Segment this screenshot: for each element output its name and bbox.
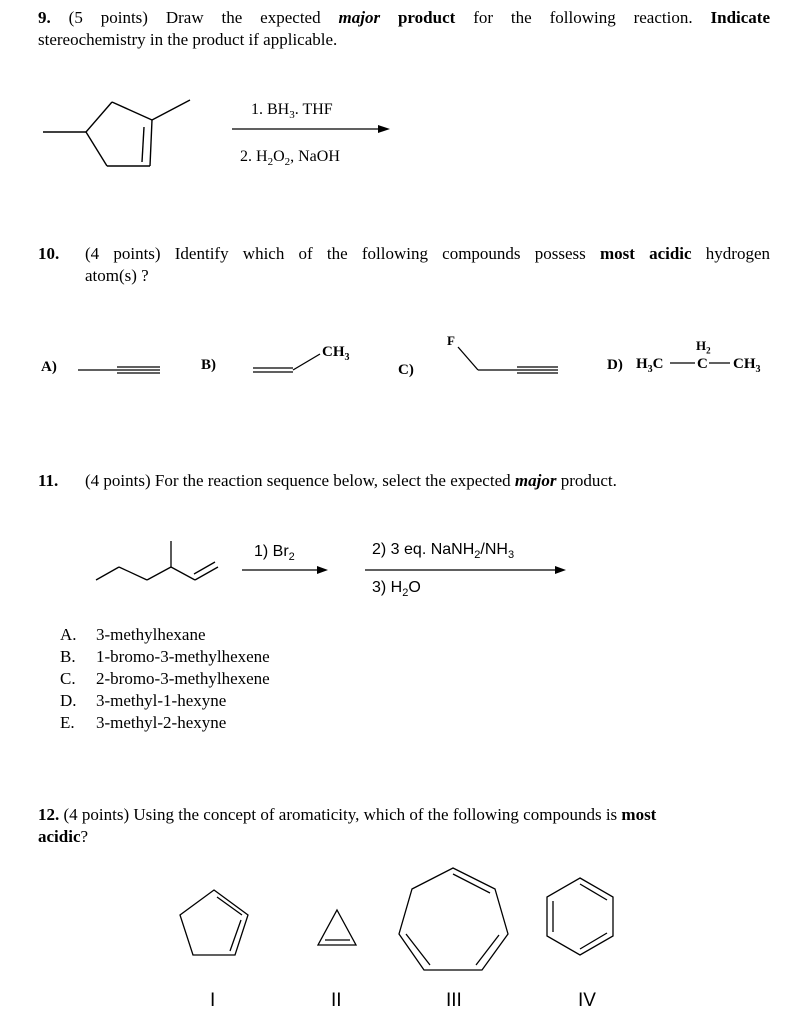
- q10-line2: atom(s) ?: [85, 266, 149, 285]
- q9-step1-part2: . THF: [294, 101, 333, 118]
- q9-product: product: [397, 8, 456, 27]
- q9-rest: for the following reaction.: [473, 8, 693, 27]
- q11-text-a: (4 points) For the reaction sequence below, select the expected: [85, 471, 511, 490]
- q11-number: 11.: [38, 471, 59, 490]
- q10-d-ch3-text: CH: [733, 356, 756, 372]
- q12-number: 12.: [38, 805, 60, 824]
- q12-label-iv: IV: [578, 990, 596, 1011]
- q11-option-d-text: 3-methyl-1-hexyne: [96, 691, 227, 710]
- q10-label-b: B): [201, 357, 216, 373]
- q9-line2: stereochemistry in the product if applicable.: [38, 30, 338, 49]
- q11-reagent1-text: 1) Br: [254, 543, 289, 560]
- q9-step2-part2: O: [273, 148, 285, 165]
- q9-step2-part: 2. H: [240, 148, 268, 165]
- q12-text-a: (4 points) Using the concept of aromaticity, which of the following compounds is: [63, 805, 618, 824]
- q11-reagent2-text: 2) 3 eq. NaNH: [372, 541, 475, 558]
- q10-d-c: C: [697, 356, 708, 372]
- q11-option-e-text: 3-methyl-2-hexyne: [96, 713, 227, 732]
- q11-option-d-letter: D.: [60, 691, 77, 710]
- q11-reagent1-sub: 2: [288, 551, 295, 564]
- q9-step2-sub2: 2: [284, 156, 291, 169]
- q10-label-a: A): [41, 359, 57, 375]
- q9-number: 9.: [38, 8, 51, 27]
- q12-most: most: [621, 805, 657, 824]
- q10-most-acidic: most acidic: [599, 244, 692, 263]
- q10-d-h2-sub: 2: [706, 345, 711, 356]
- q10-b-ch3-sub: 3: [344, 352, 350, 363]
- q11-reagent2-sub1: 2: [474, 549, 481, 562]
- q9-indicate: Indicate: [710, 8, 770, 27]
- q12-label-iii: III: [446, 990, 462, 1011]
- q10-label-c: C): [398, 362, 414, 378]
- q11-option-c-text: 2-bromo-3-methylhexene: [96, 669, 270, 688]
- q11-reagent2-sub2: 3: [507, 549, 515, 562]
- q10-d-h2-h: H: [696, 338, 707, 353]
- q10-text-a: (4 points) Identify which of the following compounds possess: [85, 244, 586, 263]
- q11-option-a-letter: A.: [60, 625, 77, 644]
- q9-step2-part3: , NaOH: [290, 148, 340, 165]
- q10-b-ch3-text: CH: [322, 344, 345, 360]
- q11-major: major: [514, 471, 557, 490]
- q11-option-e-letter: E.: [60, 713, 75, 732]
- q10-d-h3c-c: C: [652, 356, 664, 372]
- q12-acidic: acidic: [38, 827, 81, 846]
- q11-text-b: product.: [560, 471, 617, 490]
- q10-c-fluorine: F: [447, 333, 455, 348]
- q11-reagent2-text2: /NH: [480, 541, 508, 558]
- q10-d-h3c-h: H: [636, 356, 648, 372]
- q11-reagent3-sub: 2: [402, 587, 409, 600]
- q9-step1-part: 1. BH: [251, 101, 290, 118]
- q11-option-b-text: 1-bromo-3-methylhexene: [96, 647, 270, 666]
- q12-question-mark: ?: [80, 827, 89, 846]
- q11-option-b-letter: B.: [60, 647, 76, 666]
- q10-d-h3c-sub: 3: [647, 364, 653, 375]
- q9-step2-sub1: 2: [267, 156, 274, 169]
- q11-reagent3-text2: O: [408, 579, 421, 596]
- q9-step1-sub: 3: [289, 109, 295, 122]
- q12-label-ii: II: [331, 990, 342, 1011]
- q10-number: 10.: [38, 244, 60, 263]
- q11-option-c-letter: C.: [60, 669, 76, 688]
- q10-d-ch3-sub: 3: [755, 364, 761, 375]
- q10-text-b: hydrogen: [705, 244, 771, 263]
- q11-option-a-text: 3-methylhexane: [96, 625, 206, 644]
- q9-major: major: [338, 8, 381, 27]
- q10-label-d: D): [607, 357, 623, 373]
- q12-label-i: I: [210, 990, 216, 1011]
- q11-reagent3-text: 3) H: [372, 579, 403, 596]
- q9-points-text: (5 points) Draw the expected: [68, 8, 321, 27]
